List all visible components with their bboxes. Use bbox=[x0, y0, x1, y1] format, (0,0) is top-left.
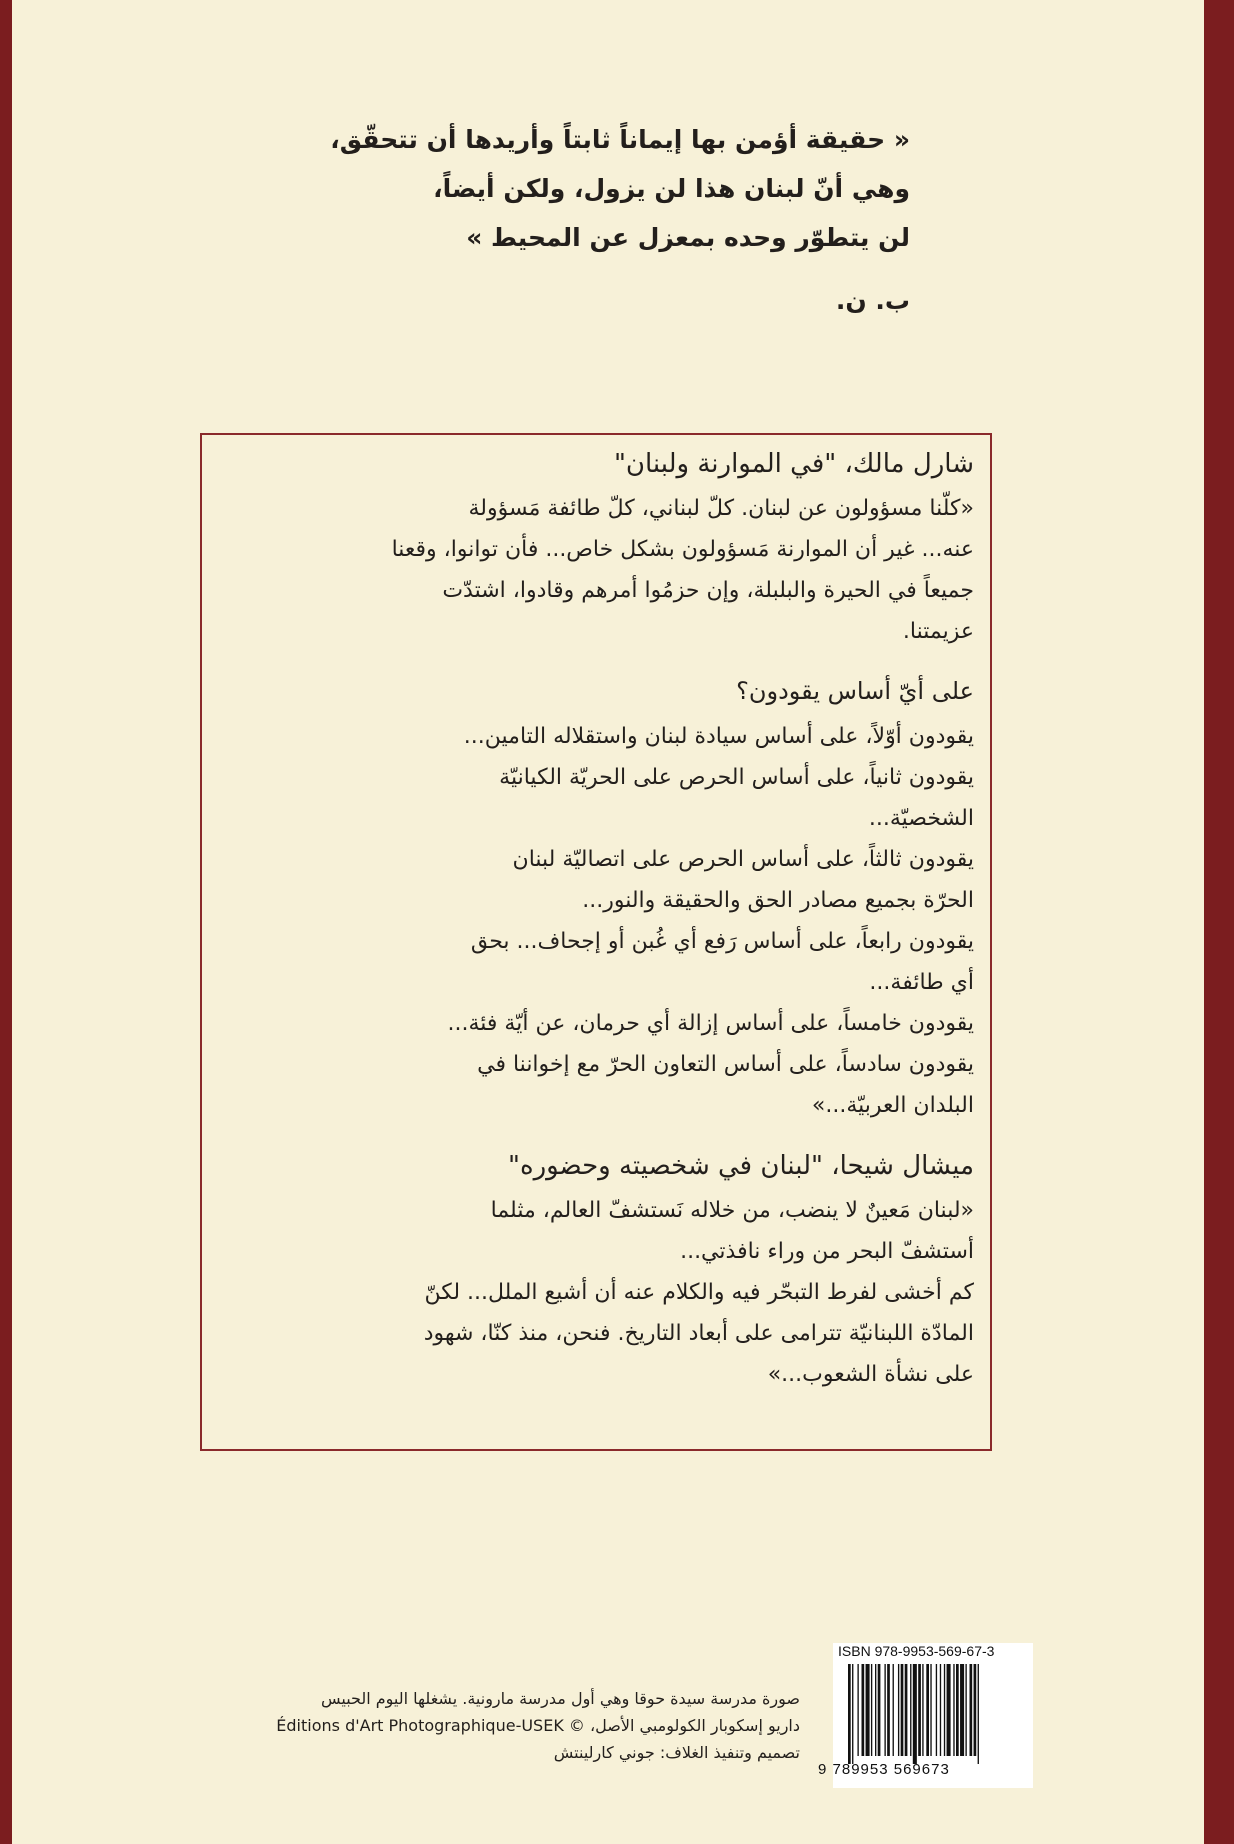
excerpt-line: يقودون ثانياً، على أساس الحرص على الحريّة الكيانيّة bbox=[499, 765, 974, 790]
barcode-bar bbox=[926, 1664, 929, 1756]
barcode-bar bbox=[848, 1664, 851, 1764]
excerpt-line: أستشفّ البحر من وراء نافذتي... bbox=[680, 1239, 974, 1264]
barcode-bar bbox=[913, 1664, 917, 1764]
barcode-bar bbox=[930, 1664, 931, 1756]
excerpt-line: يقودون ثالثاً، على أساس الحرص على اتصاليّة لبنان bbox=[512, 847, 974, 872]
barcode-bar bbox=[884, 1664, 885, 1756]
barcode-digits: 9 789953 569673 bbox=[818, 1761, 950, 1778]
excerpt-line: أي طائفة... bbox=[869, 970, 974, 995]
excerpt-line: على نشأة الشعوب...» bbox=[767, 1362, 974, 1387]
excerpt-line: يقودون خامساً، على أساس إزالة أي حرمان، عن أيّة فئة... bbox=[447, 1011, 974, 1036]
barcode-bar bbox=[875, 1664, 876, 1756]
excerpt-heading-malik: شارل مالك، "في الموارنة ولبنان" bbox=[613, 449, 974, 479]
barcode-bar bbox=[944, 1664, 945, 1756]
barcode-bar bbox=[901, 1664, 904, 1756]
barcode-bar bbox=[956, 1664, 959, 1756]
barcode-bar bbox=[893, 1664, 894, 1756]
barcode-bar bbox=[862, 1664, 865, 1756]
cover-credits bbox=[240, 1685, 800, 1766]
excerpt-subheading: على أيّ أساس يقودون؟ bbox=[736, 677, 974, 705]
credit-line: صورة مدرسة سيدة حوقا وهي أول مدرسة مارونية. يشغلها اليوم الحبيس bbox=[320, 1689, 800, 1708]
barcode-bar bbox=[936, 1664, 937, 1756]
excerpt-line: يقودون رابعاً، على أساس رَفع أي غُبن أو إجحاف... بحق bbox=[470, 929, 974, 954]
isbn-label: ISBN 978-9953-569-67-3 bbox=[838, 1643, 995, 1659]
barcode-bar bbox=[974, 1664, 977, 1756]
quote-signature: ب. ن. bbox=[835, 286, 910, 315]
barcode-bar bbox=[960, 1664, 964, 1756]
barcode-bar bbox=[887, 1664, 890, 1756]
excerpt-line: البلدان العربيّة...» bbox=[811, 1093, 974, 1118]
excerpt-line: الحرّة بجميع مصادر الحق والحقيقة والنور... bbox=[582, 888, 974, 913]
barcode-bar bbox=[871, 1664, 872, 1756]
excerpts-box bbox=[218, 440, 974, 1395]
barcode-bar bbox=[918, 1664, 921, 1756]
barcode-bar bbox=[922, 1664, 923, 1756]
excerpt-line: يقودون أوّلاً، على أساس سيادة لبنان واستقلاله التامين... bbox=[463, 724, 974, 749]
excerpt-line: «كلّنا مسؤولون عن لبنان. كلّ لبناني، كلّ طائفة مَسؤولة bbox=[468, 496, 974, 521]
excerpt-line: كم أخشى لفرط التبحّر فيه والكلام عنه أن أشيع الملل... لكنّ bbox=[424, 1280, 974, 1305]
excerpt-line: «لبنان مَعينٌ لا ينضب، من خلاله نَستشفّ العالم، مثلما bbox=[490, 1198, 974, 1223]
barcode-bar bbox=[857, 1664, 858, 1756]
barcode-bar bbox=[852, 1664, 853, 1764]
barcode-bar bbox=[866, 1664, 870, 1756]
barcode-bar bbox=[940, 1664, 941, 1756]
excerpt-line: جميعاً في الحيرة والبلبلة، وإن حزمُوا أمرهم وقادوا، اشتدّت bbox=[442, 578, 974, 603]
excerpt-line: عزيمتنا. bbox=[902, 619, 974, 644]
barcode-bar bbox=[978, 1664, 979, 1764]
barcode-bar bbox=[898, 1664, 899, 1756]
quote-line: وهي أنّ لبنان هذا لن يزول، ولكن أيضاً، bbox=[433, 174, 910, 203]
excerpt-line: يقودون سادساً، على أساس التعاون الحرّ مع إخواننا في bbox=[477, 1052, 974, 1077]
barcode-icon bbox=[848, 1664, 1028, 1764]
epigraph-quote bbox=[250, 115, 910, 325]
barcode-bar bbox=[905, 1664, 908, 1756]
quote-line: لن يتطوّر وحده بمعزل عن المحيط » bbox=[466, 223, 910, 252]
barcode-bar bbox=[970, 1664, 973, 1756]
excerpt-line: عنه... غير أن الموارنة مَسؤولون بشكل خاص... فأن توانوا، وقعنا bbox=[391, 537, 974, 562]
barcode-bar bbox=[910, 1664, 911, 1756]
credit-line: داريو إسكوبار الكولومبي الأصل، © Éditions d'Art Photographique-USEK bbox=[276, 1716, 800, 1735]
excerpt-line: المادّة اللبنانيّة تترامى على أبعاد التاريخ. فنحن، منذ كنّا، شهود bbox=[423, 1321, 974, 1346]
excerpt-line: الشخصيّة... bbox=[868, 806, 974, 831]
barcode-bar bbox=[953, 1664, 954, 1756]
barcode-bar bbox=[965, 1664, 966, 1756]
quote-line: « حقيقة أؤمن بها إيماناً ثابتاً وأريدها أن تتحقّق، bbox=[330, 125, 910, 154]
barcode-bar bbox=[878, 1664, 881, 1756]
barcode-bar bbox=[947, 1664, 951, 1756]
spacer bbox=[218, 1126, 974, 1142]
excerpt-heading-chiha: ميشال شيحا، "لبنان في شخصيته وحضوره" bbox=[507, 1151, 974, 1181]
credit-line: تصميم وتنفيذ الغلاف: جوني كارلينتش bbox=[553, 1743, 800, 1762]
